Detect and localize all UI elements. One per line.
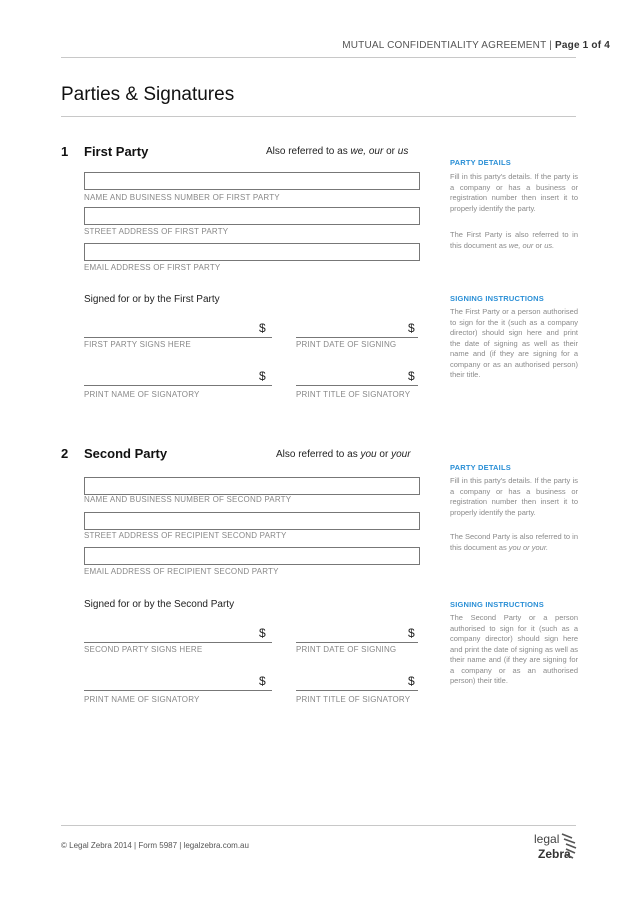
sign-label: PRINT TITLE OF SIGNATORY (296, 695, 411, 704)
title-rule (61, 116, 576, 117)
first-party-address-field[interactable] (84, 207, 420, 225)
second-party-title-line[interactable] (296, 690, 418, 691)
first-party-email-field[interactable] (84, 243, 420, 261)
first-party-title-line[interactable] (296, 385, 418, 386)
section-2-number: 2 (61, 446, 69, 461)
signing-instructions-heading: SIGNING INSTRUCTIONS (450, 294, 545, 303)
dollar-glyph: $ (259, 369, 266, 383)
party-details-heading: PARTY DETAILS (450, 158, 511, 167)
alias-prefix: Also referred to as (276, 449, 358, 460)
dollar-glyph: $ (259, 321, 266, 335)
field-label: EMAIL ADDRESS OF RECIPIENT SECOND PARTY (84, 567, 279, 576)
dollar-glyph: $ (408, 626, 415, 640)
section-2-title: Second Party (84, 446, 168, 461)
signing-instructions-heading: SIGNING INSTRUCTIONS (450, 600, 545, 609)
zebra-logo-icon (532, 828, 578, 868)
party-details-text: Fill in this party's details. If the party is a company or has a business or registration number then insert it to properly identify the party. (450, 172, 578, 213)
alias-note-term: us. (544, 240, 555, 250)
dollar-glyph: $ (408, 369, 415, 383)
alias-or: or (386, 146, 395, 157)
alias-note-term: we, our (508, 240, 534, 250)
document-header (342, 40, 610, 51)
section-2-alias (276, 449, 411, 460)
alias-note-term: you or your. (508, 542, 549, 552)
sign-label: FIRST PARTY SIGNS HERE (84, 340, 191, 349)
dollar-glyph: $ (259, 626, 266, 640)
first-party-signature-line[interactable] (84, 337, 272, 338)
signed-heading: Signed for or by the First Party (84, 294, 220, 305)
second-party-signature-line[interactable] (84, 642, 272, 643)
dollar-glyph: $ (259, 674, 266, 688)
second-party-name-line[interactable] (84, 690, 272, 691)
sign-label: PRINT NAME OF SIGNATORY (84, 390, 200, 399)
sign-label: SECOND PARTY SIGNS HERE (84, 645, 203, 654)
header-rule (61, 57, 576, 58)
dollar-glyph: $ (408, 674, 415, 688)
second-party-date-line[interactable] (296, 642, 418, 643)
party-details-text: Fill in this party's details. If the party is a company or has a business or registration number then insert it to properly identify the party. (450, 476, 578, 517)
footer-rule (61, 825, 576, 826)
first-party-name-line[interactable] (84, 385, 272, 386)
legal-zebra-logo (532, 828, 578, 868)
section-1-alias (266, 146, 408, 157)
dollar-glyph: $ (408, 321, 415, 335)
field-label: STREET ADDRESS OF RECIPIENT SECOND PARTY (84, 531, 287, 540)
logo-word: legal (534, 832, 560, 846)
party-details-alias-text (450, 532, 578, 553)
first-party-date-line[interactable] (296, 337, 418, 338)
alias-term: you (360, 449, 377, 460)
alias-term: we, (350, 146, 367, 157)
party-details-heading: PARTY DETAILS (450, 463, 511, 472)
footer-text: © Legal Zebra 2014 | Form 5987 | legalzebra.com.au (61, 841, 249, 850)
page-title: Parties & Signatures (61, 84, 235, 105)
signing-instructions-text: The First Party or a person authorised to sign for the it (such as a company director) should sign here and print the date of signing as well as their name and (if they are signing for a company or as an authorised person) their title. (450, 307, 578, 379)
alias-note-or: or (535, 240, 543, 250)
field-label: NAME AND BUSINESS NUMBER OF FIRST PARTY (84, 193, 280, 202)
alias-term: us (397, 146, 409, 157)
sign-label: PRINT DATE OF SIGNING (296, 340, 397, 349)
sign-label: PRINT DATE OF SIGNING (296, 645, 397, 654)
signing-instructions-text: The Second Party or a person authorised to sign for it (such as a company director) should sign here and print the date of signing as well as their name and (if they are signing for a company or as an authorised person) their title. (450, 613, 578, 685)
alias-note: The Second Party is also referred to in this document as (450, 532, 578, 552)
alias-prefix: Also referred to as (266, 146, 348, 157)
document-title: MUTUAL CONFIDENTIALITY AGREEMENT (342, 40, 547, 51)
alias-note: The First Party is also referred to in this document as (450, 230, 578, 250)
sign-label: PRINT NAME OF SIGNATORY (84, 695, 200, 704)
section-1-title: First Party (84, 144, 149, 159)
field-label: STREET ADDRESS OF FIRST PARTY (84, 227, 229, 236)
header-separator: | (549, 40, 553, 51)
sign-label: PRINT TITLE OF SIGNATORY (296, 390, 411, 399)
alias-or: or (379, 449, 389, 460)
section-1-number: 1 (61, 144, 69, 159)
alias-term: your (391, 449, 411, 460)
second-party-name-field[interactable] (84, 477, 420, 495)
party-details-alias-text (450, 230, 578, 251)
page-indicator: Page 1 of 4 (555, 40, 610, 51)
second-party-email-field[interactable] (84, 547, 420, 565)
alias-term: our (368, 146, 384, 157)
signed-heading: Signed for or by the Second Party (84, 599, 235, 610)
field-label: NAME AND BUSINESS NUMBER OF SECOND PARTY (84, 495, 292, 504)
second-party-address-field[interactable] (84, 512, 420, 530)
logo-word: Zebra (538, 847, 571, 861)
field-label: EMAIL ADDRESS OF FIRST PARTY (84, 263, 221, 272)
first-party-name-field[interactable] (84, 172, 420, 190)
